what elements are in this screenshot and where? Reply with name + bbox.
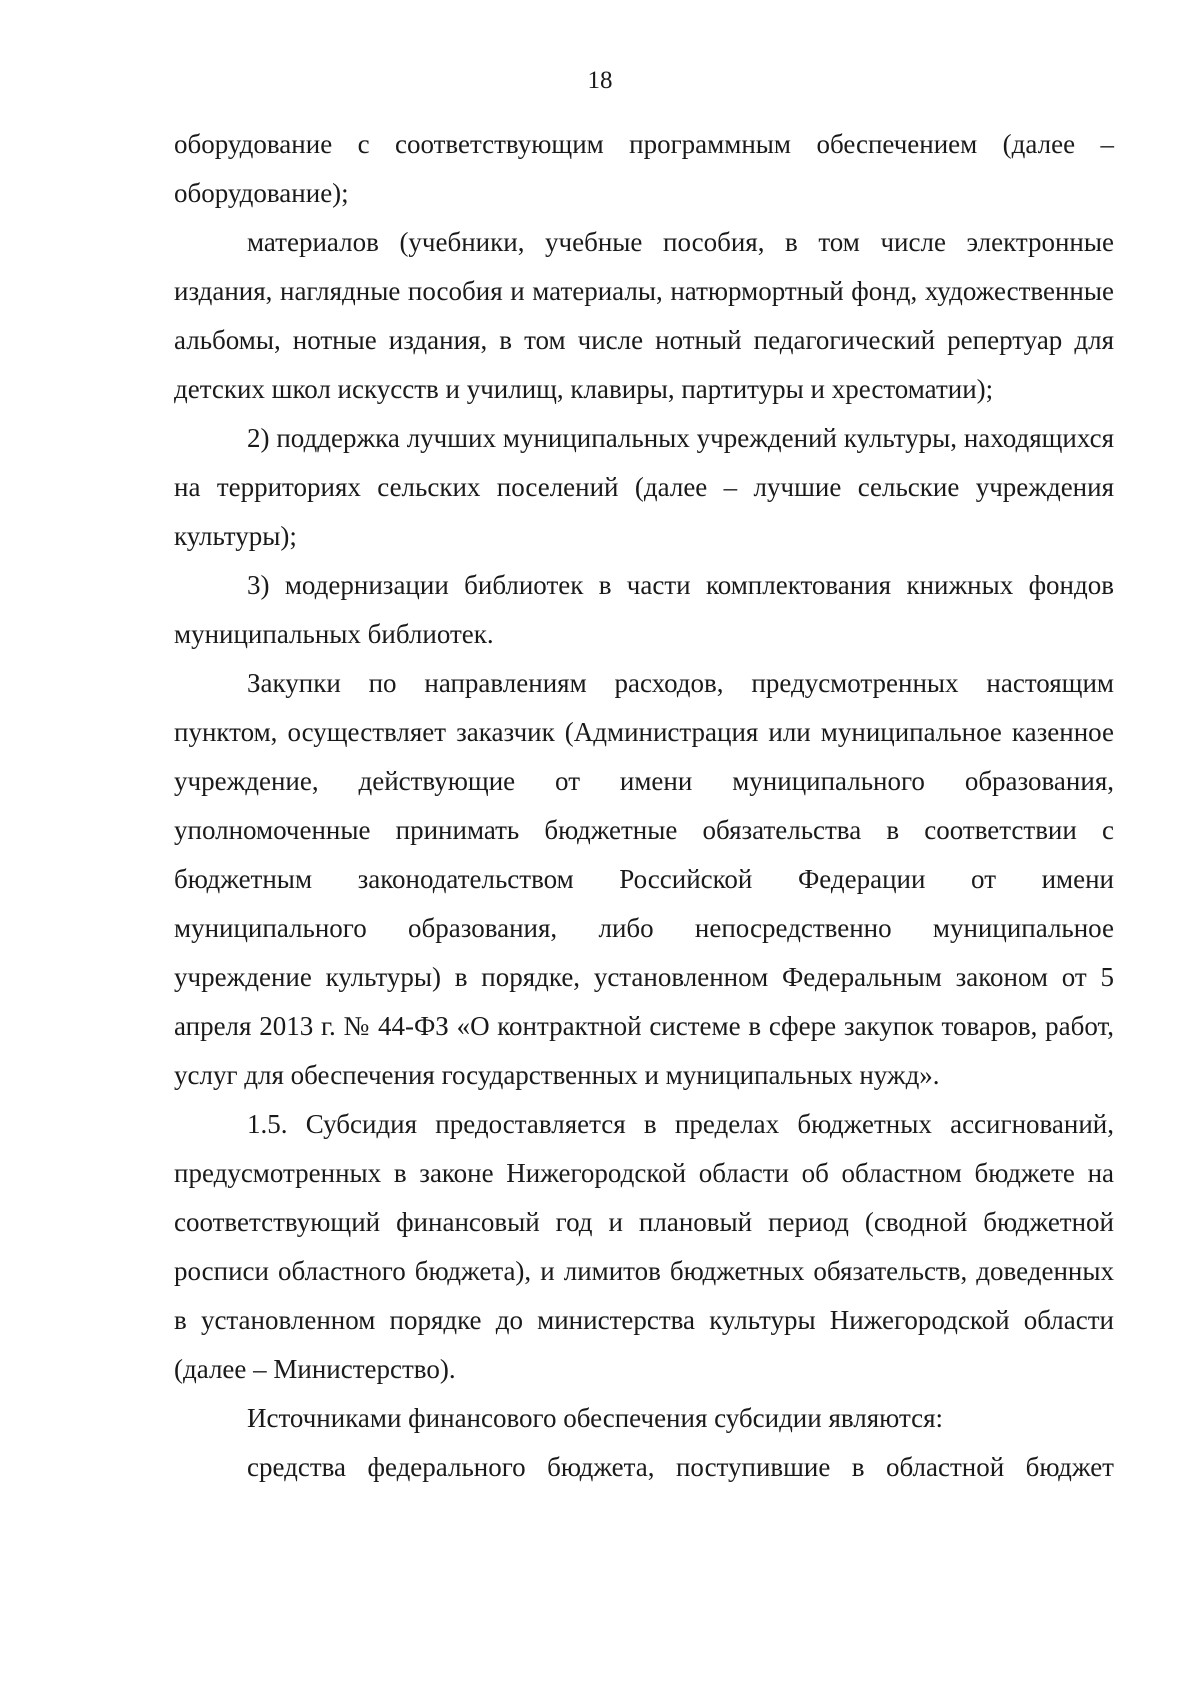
paragraph: Закупки по направлениям расходов, предусмотренных настоящим пунктом, осуществляет заказчик (Администрация или муниципальное казенное учреждение, действующие от имени муниципального образования, уполномоченные принимать бюджетные обязательства в соответствии с бюджетным законодательством Российской Федерации от имени муниципального образования, либо непосредственно муниципальное учреждение культуры) в порядке, установленном Федеральным законом от 5 апреля 2013 г. № 44-ФЗ «О контрактной системе в сфере закупок товаров, работ, услуг для обеспечения государственных и муниципальных нужд». bbox=[174, 668, 1114, 1090]
paragraph: Источниками финансового обеспечения субсидии являются: bbox=[247, 1403, 944, 1433]
document-body bbox=[174, 120, 1114, 1492]
paragraph: материалов (учебники, учебные пособия, в том числе электронные издания, наглядные пособия и материалы, натюрмортный фонд, художественные альбомы, нотные издания, в том числе нотный педагогический репертуар для детских школ искусств и училищ, клавиры, партитуры и хрестоматии); bbox=[174, 227, 1114, 404]
paragraph: 1.5. Субсидия предоставляется в пределах бюджетных ассигнований, предусмотренных в законе Нижегородской области об областном бюджете на соответствующий финансовый год и плановый период (сводной бюджетной росписи областного бюджета), и лимитов бюджетных обязательств, доведенных в установленном порядке до министерства культуры Нижегородской области (далее – Министерство). bbox=[174, 1109, 1114, 1384]
paragraph-last: средства федерального бюджета, поступившие в областной бюджет bbox=[247, 1452, 1114, 1482]
paragraph: оборудование с соответствующим программным обеспечением (далее – оборудование); bbox=[174, 129, 1114, 208]
paragraph: 2) поддержка лучших муниципальных учреждений культуры, находящихся на территориях сельских поселений (далее – лучшие сельские учреждения культуры); bbox=[174, 423, 1114, 551]
page-number: 18 bbox=[587, 67, 613, 94]
paragraph: 3) модернизации библиотек в части комплектования книжных фондов муниципальных библиотек. bbox=[174, 570, 1114, 649]
